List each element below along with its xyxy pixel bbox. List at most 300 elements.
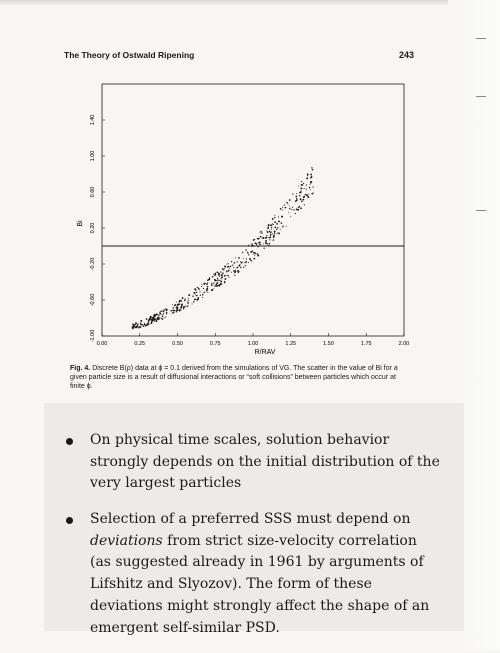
x-tick-label: 1.50 <box>323 341 334 347</box>
y-tick-label: 1.40 <box>90 114 96 126</box>
data-point <box>222 272 223 273</box>
data-point <box>274 232 276 234</box>
data-point <box>208 279 210 281</box>
data-point <box>303 196 305 198</box>
data-point <box>306 178 308 180</box>
data-point <box>223 273 224 274</box>
data-point <box>231 261 232 262</box>
data-point <box>228 270 230 272</box>
data-point <box>236 267 238 269</box>
data-point <box>277 233 278 234</box>
data-point <box>269 239 270 240</box>
data-point <box>289 199 291 201</box>
data-point <box>301 200 303 202</box>
data-point <box>148 323 150 325</box>
data-point <box>248 254 249 255</box>
data-point <box>296 208 298 210</box>
data-point <box>158 315 159 316</box>
data-point <box>180 310 181 311</box>
data-point <box>144 323 145 324</box>
data-point <box>138 323 139 324</box>
data-point <box>246 258 247 259</box>
data-point <box>161 314 162 315</box>
data-point <box>287 204 288 205</box>
data-point <box>192 303 193 304</box>
caption-text: Discrete B(ρ) data at ϕ = 0.1 derived from the simulations of VG. The scatter in the value of Bi for a given particle size is a result of diffusional interactions or “soft collisions” between particles which occur at finite ϕ. <box>70 365 398 391</box>
data-point <box>273 224 274 225</box>
data-point <box>175 304 177 306</box>
data-point <box>302 184 304 186</box>
data-point <box>234 271 236 273</box>
data-point <box>244 262 245 263</box>
data-point <box>228 263 229 264</box>
data-point <box>220 280 221 281</box>
data-point <box>254 252 256 254</box>
bullet-text-after: from strict size-velocity correlation (as suggested already in 1961 by arguments of Lifshitz and Slyozov). The form of these deviations might strongly affect the shape of an emergent self-similar PSD. <box>90 532 430 636</box>
data-point <box>278 233 280 235</box>
data-point <box>265 237 267 239</box>
data-point <box>220 271 221 272</box>
data-point <box>310 183 311 184</box>
data-point <box>262 237 264 239</box>
data-point <box>219 276 220 277</box>
data-point <box>310 189 311 190</box>
data-point <box>176 310 177 311</box>
data-point <box>280 208 282 210</box>
data-point <box>278 216 279 217</box>
y-tick-label: 0.20 <box>90 222 96 234</box>
x-tick-label: 2.00 <box>398 341 410 347</box>
data-point <box>310 174 312 176</box>
data-point <box>181 304 183 306</box>
data-point <box>201 284 202 285</box>
data-point <box>260 232 261 233</box>
data-point <box>245 261 247 263</box>
data-point <box>177 304 179 306</box>
data-point <box>202 294 204 296</box>
data-point <box>270 232 271 233</box>
data-point <box>303 183 304 184</box>
data-point <box>226 263 227 264</box>
data-point <box>216 272 217 273</box>
data-point <box>271 227 272 228</box>
data-point <box>274 226 276 228</box>
data-point <box>134 323 136 325</box>
data-point <box>163 313 164 314</box>
data-point <box>242 252 243 253</box>
data-point <box>193 301 195 303</box>
x-tick-label: 0.50 <box>172 341 183 347</box>
data-point <box>294 210 295 211</box>
data-point <box>266 230 267 231</box>
data-point <box>229 277 230 278</box>
data-point <box>212 276 214 278</box>
data-point <box>304 188 305 189</box>
data-point <box>245 249 247 251</box>
data-point <box>233 270 235 272</box>
page-header <box>64 50 414 66</box>
data-point <box>148 319 149 320</box>
data-point <box>310 181 312 183</box>
data-point <box>268 237 270 239</box>
data-point <box>221 278 222 279</box>
data-point <box>306 184 307 185</box>
data-point <box>308 193 309 194</box>
data-point <box>193 292 195 294</box>
data-point <box>174 310 175 311</box>
data-point <box>206 288 208 290</box>
data-point <box>300 207 302 209</box>
data-point <box>311 193 313 195</box>
x-tick-label: 1.25 <box>285 341 297 347</box>
data-point <box>295 201 296 202</box>
data-point <box>312 169 314 171</box>
data-point <box>213 283 214 284</box>
data-point <box>286 226 287 227</box>
data-point <box>284 207 286 209</box>
data-point <box>281 222 283 224</box>
data-point <box>132 323 134 325</box>
data-point <box>198 289 199 290</box>
data-point <box>183 308 184 309</box>
data-point <box>282 209 283 210</box>
data-point <box>298 207 299 208</box>
x-tick-label: 0.00 <box>96 341 108 347</box>
data-point <box>267 227 269 229</box>
data-point <box>240 267 241 268</box>
data-point <box>270 235 271 236</box>
data-point <box>217 280 218 281</box>
data-point <box>133 325 134 326</box>
data-point <box>164 317 165 318</box>
data-point <box>303 199 305 201</box>
data-point <box>157 319 158 320</box>
data-point <box>251 244 253 246</box>
data-point <box>209 279 210 280</box>
data-point <box>159 317 160 318</box>
scatter-plot <box>70 78 416 360</box>
data-point <box>253 258 255 260</box>
data-point <box>277 227 279 229</box>
data-point <box>143 325 145 327</box>
data-point <box>226 275 227 276</box>
data-point <box>238 257 239 258</box>
data-point <box>218 285 220 287</box>
data-point <box>280 229 281 230</box>
data-point <box>176 307 177 308</box>
data-point <box>299 206 301 208</box>
data-point <box>232 265 233 266</box>
data-point <box>234 275 235 276</box>
x-tick-label: 1.75 <box>360 341 372 347</box>
data-point <box>270 234 271 235</box>
data-point <box>179 309 180 310</box>
data-point <box>192 296 193 297</box>
data-point <box>306 189 307 190</box>
data-point <box>274 215 275 216</box>
data-point <box>270 237 271 238</box>
data-point <box>241 262 243 264</box>
data-point <box>188 294 190 296</box>
data-point <box>263 243 264 244</box>
data-point <box>146 318 147 319</box>
data-point <box>268 225 270 227</box>
data-point <box>272 233 273 234</box>
data-point <box>253 254 254 255</box>
data-point <box>260 231 261 232</box>
data-point <box>234 262 236 264</box>
data-point <box>274 217 275 218</box>
bullet-text: On physical time scales, solution behavior strongly depends on the initial distribution of the very largest particles <box>90 432 440 492</box>
data-point <box>162 316 163 317</box>
data-point <box>154 314 155 315</box>
data-point <box>259 244 261 246</box>
data-point <box>282 207 283 208</box>
data-point <box>260 236 262 238</box>
data-point <box>250 251 252 253</box>
data-point <box>196 292 197 293</box>
data-point <box>265 240 267 242</box>
data-point <box>292 193 293 194</box>
x-tick-label: 0.25 <box>134 341 146 347</box>
data-point <box>211 289 213 291</box>
data-point <box>161 318 162 319</box>
bullet-item <box>62 430 442 495</box>
data-point <box>284 204 285 205</box>
data-point <box>274 221 276 223</box>
data-point <box>157 314 158 315</box>
data-point <box>240 261 241 262</box>
data-point <box>309 187 311 189</box>
data-point <box>178 303 179 304</box>
data-point <box>224 281 226 283</box>
data-point <box>289 206 290 207</box>
data-point <box>298 185 299 186</box>
data-point <box>292 207 293 208</box>
data-point <box>273 240 274 241</box>
data-point <box>216 285 218 287</box>
data-point <box>291 209 292 210</box>
data-point <box>269 243 270 244</box>
data-point <box>226 271 227 272</box>
data-point <box>311 167 312 168</box>
data-point <box>205 283 206 284</box>
data-point <box>214 279 216 281</box>
data-point <box>311 176 312 177</box>
data-point <box>312 186 313 187</box>
data-point <box>206 284 208 286</box>
data-point <box>224 268 225 269</box>
data-point <box>137 325 138 326</box>
data-point <box>301 181 302 182</box>
data-point <box>281 216 283 218</box>
data-point <box>184 300 185 301</box>
data-point <box>238 272 239 273</box>
data-point <box>185 305 186 306</box>
data-point <box>231 272 232 273</box>
data-point <box>278 221 280 223</box>
y-tick-label: -0.60 <box>90 293 96 307</box>
data-point <box>295 196 297 198</box>
data-point <box>188 305 189 306</box>
data-point <box>254 239 255 240</box>
data-point <box>207 286 209 288</box>
margin-mark <box>476 38 486 39</box>
y-tick-label: -0.20 <box>90 257 96 271</box>
data-point <box>261 232 262 233</box>
plot-frame <box>102 84 404 336</box>
data-point <box>163 309 164 310</box>
x-tick-label: 1.00 <box>247 341 259 347</box>
data-point <box>187 302 188 303</box>
data-point <box>267 231 268 232</box>
data-point <box>162 318 164 320</box>
data-point <box>243 267 244 268</box>
data-point <box>307 195 308 196</box>
data-point <box>301 190 302 191</box>
data-point <box>159 313 160 314</box>
data-point <box>142 324 143 325</box>
data-point <box>166 314 167 315</box>
data-point <box>286 202 288 204</box>
data-point <box>257 255 258 256</box>
data-point <box>296 199 298 201</box>
data-point <box>256 243 258 245</box>
data-point <box>200 295 201 296</box>
data-point <box>207 292 208 293</box>
data-point <box>165 316 166 317</box>
data-point <box>269 231 271 233</box>
data-point <box>144 324 146 326</box>
data-point <box>299 195 300 196</box>
data-point <box>236 261 237 262</box>
data-point <box>180 306 182 308</box>
data-point <box>197 287 198 288</box>
data-point <box>204 292 206 294</box>
data-point <box>310 184 311 185</box>
data-point <box>160 310 162 312</box>
data-point <box>222 276 223 277</box>
data-point <box>300 198 302 200</box>
data-point <box>249 258 251 260</box>
data-point <box>188 298 189 299</box>
data-point <box>195 299 196 300</box>
data-point <box>235 269 236 270</box>
data-point <box>235 258 236 259</box>
data-point <box>233 267 234 268</box>
data-point <box>179 300 181 302</box>
data-point <box>182 297 184 299</box>
bullet-text-before: Selection of a preferred SSS must depend on <box>90 511 411 528</box>
data-point <box>203 288 204 289</box>
data-point <box>196 295 198 297</box>
data-point <box>248 245 249 246</box>
data-point <box>223 269 224 270</box>
data-point <box>274 231 276 233</box>
data-point <box>243 258 244 259</box>
data-point <box>296 193 297 194</box>
data-point <box>266 243 268 245</box>
data-point <box>289 208 290 209</box>
data-point <box>136 327 138 329</box>
data-point <box>295 213 296 214</box>
data-point <box>257 238 259 240</box>
bullet-list <box>62 430 442 653</box>
data-point <box>213 288 214 289</box>
data-point <box>271 229 272 230</box>
data-point <box>214 286 215 287</box>
data-point <box>224 275 226 277</box>
data-point <box>140 326 142 328</box>
data-point <box>155 319 157 321</box>
data-point <box>221 274 223 276</box>
data-point <box>310 177 312 179</box>
data-point <box>307 176 308 177</box>
caption-label: Fig. 4. <box>70 365 91 372</box>
data-point <box>227 266 229 268</box>
data-point <box>172 310 173 311</box>
data-point <box>172 313 173 314</box>
data-point <box>224 282 225 283</box>
data-point <box>258 242 260 244</box>
data-point <box>254 255 255 256</box>
data-point <box>135 322 136 323</box>
page-number: 243 <box>398 50 414 60</box>
bullet-item <box>62 509 442 639</box>
data-point <box>204 284 205 285</box>
data-point <box>141 321 142 322</box>
data-point <box>173 312 175 314</box>
data-point <box>248 262 249 263</box>
data-point <box>140 323 142 325</box>
data-point <box>300 188 302 190</box>
data-point <box>273 236 275 238</box>
data-point <box>271 224 273 226</box>
data-point <box>199 291 200 292</box>
data-point <box>237 270 238 271</box>
data-point <box>178 310 179 311</box>
data-point <box>132 327 133 328</box>
data-point <box>170 310 172 312</box>
data-point <box>290 216 291 217</box>
data-point <box>184 298 185 299</box>
data-point <box>224 278 226 280</box>
data-point <box>140 322 141 323</box>
data-point <box>229 268 230 269</box>
data-point <box>250 260 251 261</box>
data-point <box>184 306 186 308</box>
data-point <box>172 304 173 305</box>
data-point <box>288 212 289 213</box>
data-point <box>227 275 228 276</box>
data-point <box>272 218 273 219</box>
y-tick-label: 0.60 <box>90 186 96 198</box>
data-point <box>176 301 177 302</box>
data-point <box>276 223 278 225</box>
data-point <box>201 286 202 287</box>
data-point <box>266 235 267 236</box>
data-point <box>156 313 157 314</box>
data-point <box>218 273 219 274</box>
data-point <box>296 198 297 199</box>
bullet-emphasis: deviations <box>90 532 163 549</box>
data-point <box>203 283 205 285</box>
data-point <box>220 282 222 284</box>
data-point <box>195 294 196 295</box>
data-point <box>272 219 273 220</box>
data-point <box>230 266 231 267</box>
data-point <box>197 297 199 299</box>
